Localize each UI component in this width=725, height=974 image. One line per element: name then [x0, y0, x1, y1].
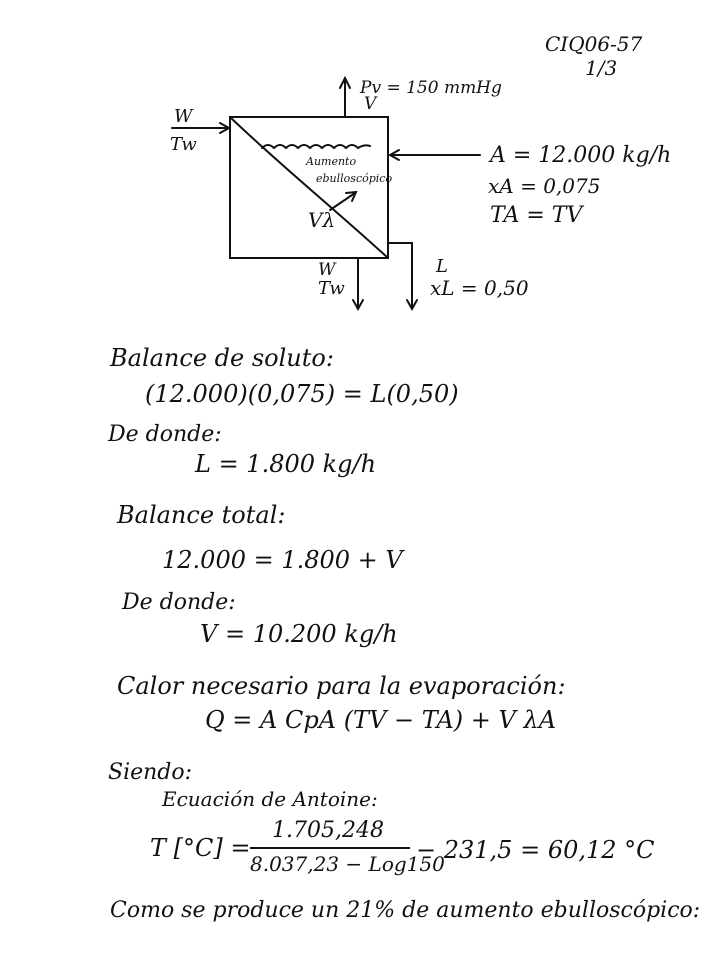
- boiling-rise-label-1: Aumento: [306, 155, 357, 168]
- boiling-rise-label-2: ebulloscópico: [316, 172, 393, 185]
- siendo-label: Siendo:: [108, 760, 193, 785]
- liquid-outlet-line: [388, 243, 412, 308]
- latent-heat-label: Vλ: [308, 208, 336, 232]
- vapor-pressure-label: Pv = 150 mmHg: [360, 78, 502, 98]
- feed-concentration-label: xA = 0,075: [488, 174, 601, 198]
- steam-coil-line: [230, 117, 388, 258]
- antoine-denominator: 8.037,23 − Log150: [250, 852, 445, 876]
- feed-flow-label: A = 12.000 kg/h: [490, 143, 672, 168]
- liquid-concentration-label: xL = 0,50: [430, 276, 529, 300]
- solute-balance-heading: Balance de soluto:: [110, 344, 334, 372]
- de-donde-1: De donde:: [108, 422, 222, 447]
- antoine-left-side: T [°C] =: [150, 834, 251, 862]
- liquid-level-line: [262, 145, 370, 148]
- vapor-label: V: [364, 94, 377, 114]
- liquid-outlet-label: L: [436, 256, 448, 277]
- total-balance-equation: 12.000 = 1.800 + V: [162, 546, 403, 574]
- steam-inlet-temp: Tw: [170, 134, 197, 155]
- condensate-temp-label: Tw: [318, 278, 345, 299]
- page-number: 1/3: [585, 56, 618, 80]
- heat-equation: Q = A CpA (TV − TA) + V λA: [205, 706, 557, 734]
- solute-balance-equation: (12.000)(0,075) = L(0,50): [145, 380, 459, 408]
- total-balance-heading: Balance total:: [117, 501, 286, 529]
- condensate-label: W: [318, 260, 336, 280]
- feed-temperature-label: TA = TV: [490, 203, 583, 228]
- problem-code: CIQ06-57: [545, 32, 643, 56]
- antoine-heading: Ecuación de Antoine:: [162, 787, 378, 811]
- vapor-flow-result: V = 10.200 kg/h: [200, 620, 398, 648]
- antoine-result: − 231,5 = 60,12 °C: [416, 836, 655, 864]
- heat-required-heading: Calor necesario para la evaporación:: [117, 672, 566, 700]
- antoine-numerator: 1.705,248: [272, 818, 384, 843]
- de-donde-2: De donde:: [122, 590, 236, 615]
- boiling-rise-statement: Como se produce un 21% de aumento ebulloscópico:: [110, 898, 701, 923]
- liquid-flow-result: L = 1.800 kg/h: [195, 450, 377, 478]
- steam-inlet-label: W: [174, 106, 193, 127]
